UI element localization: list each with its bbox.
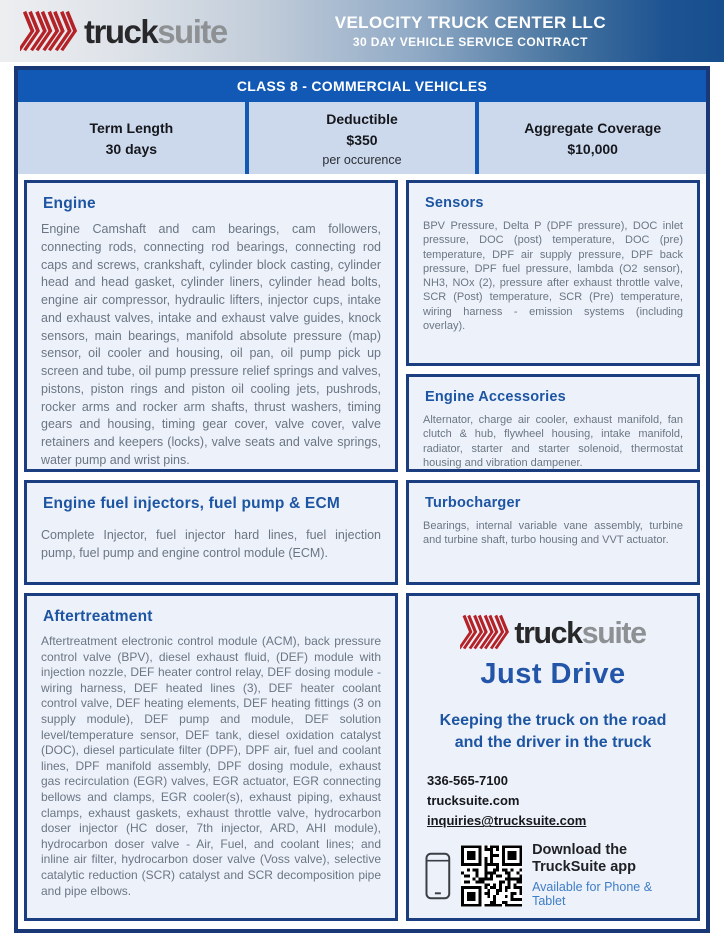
download-row	[425, 842, 687, 911]
chevrons-icon	[20, 9, 78, 53]
section-engine	[24, 180, 398, 472]
section-sensors-title: Sensors	[425, 195, 484, 211]
contract-subtitle: 30 DAY VEHICLE SERVICE CONTRACT	[352, 35, 588, 49]
deductible-cell	[249, 102, 476, 174]
section-aftertreatment-body: Aftertreatment electronic control module (ACM), back pressure control valve (BPV), diesel exhaust fluid, (DEF) module with injection nozzle, DEF heater control relay, DEF dosing module - wiring harness, DEF heated lines (3), DEF heater coolant control valve, DEF heating elements, DEF heating fittings (3 on supply module), DEF pump and module, DEF solution level/temperature sensor, DEF tank, diesel oxidation catalyst (DOC), diesel particulate filter (DPF), DPF air, fuel and coolant lines, DPF manifold assembly, DPF dosing module, exhaust gas recirculation (EGR) valves, EGR actuator, EGR connecting bellows and clamps, EGR cooler(s), exhaust piping, exhaust clamps, exhaust gaskets, exhaust throttle valve, hydrocarbon doser injector (HC doser, 7th injector, ARD, AHI module), hydrocarbon doser valve - Air, Fuel, and coolant lines; and inline air filter, hydrocarbon doser valve (Voss valve), selective catalytic reduction (SCR) catalyst and SCR decomposition pipe and pipe elbows.	[41, 634, 381, 898]
section-engine-accessories-body: Alternator, charge air cooler, exhaust manifold, fan clutch & hub, flywheel housing, intake manifold, radiator, starter and starter solenoid, thermostat housing and vibration dampener.	[423, 414, 683, 469]
section-fuel-injectors	[24, 480, 398, 585]
tagline-line-1: Keeping the truck on the road	[439, 712, 667, 729]
promo-panel	[406, 593, 700, 921]
availability-text: Available for Phone & Tablet	[532, 880, 653, 909]
brand-wordmark	[84, 12, 227, 50]
section-turbocharger-title: Turbocharger	[425, 495, 521, 511]
term-length-label: Term Length	[89, 120, 174, 136]
chevrons-icon	[460, 614, 510, 651]
section-aftertreatment	[24, 593, 398, 921]
coverage-grid	[18, 174, 706, 927]
email-link[interactable]: inquiries@trucksuite.com	[427, 813, 587, 829]
aggregate-coverage-cell	[479, 102, 706, 174]
summary-row	[18, 102, 706, 174]
section-sensors	[406, 180, 700, 366]
brand-word-truck: truck	[84, 12, 158, 50]
section-fuel-injectors-title: Engine fuel injectors, fuel pump & ECM	[43, 495, 340, 512]
section-engine-title: Engine	[43, 195, 96, 212]
header	[0, 0, 724, 62]
aggregate-coverage-label: Aggregate Coverage	[524, 120, 662, 136]
section-turbocharger	[406, 480, 700, 585]
deductible-value: $350	[346, 131, 378, 148]
deductible-label: Deductible	[326, 110, 398, 127]
brand-word-suite: suite	[157, 12, 227, 50]
section-aftertreatment-title: Aftertreatment	[43, 608, 153, 625]
term-length-value: 30 days	[105, 141, 158, 157]
website: trucksuite.com	[427, 793, 520, 809]
phone-number: 336-565-7100	[427, 773, 508, 789]
trucksuite-logo	[20, 9, 227, 53]
class-banner: CLASS 8 - COMMERCIAL VEHICLES	[18, 70, 706, 102]
company-name: VELOCITY TRUCK CENTER LLC	[334, 13, 607, 32]
download-line-2: TruckSuite app	[532, 859, 637, 875]
contact-block	[427, 771, 586, 831]
content-frame	[14, 66, 710, 933]
brand-word-suite: suite	[581, 614, 646, 650]
download-text	[532, 842, 687, 911]
tagline-line-2: and the driver in the truck	[454, 733, 652, 751]
section-fuel-injectors-body: Complete Injector, fuel injector hard lines, fuel injection pump, fuel pump and engine control module (ECM).	[41, 528, 381, 560]
section-sensors-body: BPV Pressure, Delta P (DPF pressure), DOC inlet pressure, DOC (post) temperature, DOC (pre) temperature, DPF air supply pressure, DPF back pressure, DPF fuel pressure, lambda (O2 sensor), NH3, NOx (2), pressure after exhaust throttle valve, SCR (Post) temperature, SCR (Pre) temperature, wiring harness - emission systems (including overlay).	[423, 220, 683, 333]
download-line-1: Download the	[532, 841, 628, 858]
promo-trucksuite-logo	[460, 614, 646, 651]
header-titles	[227, 13, 724, 49]
slogan: Just Drive	[480, 658, 626, 690]
qr-code-icon	[461, 845, 522, 907]
tagline	[440, 710, 667, 753]
smartphone-icon	[425, 852, 451, 900]
promo-brand-wordmark	[514, 614, 646, 650]
section-engine-accessories	[406, 374, 700, 472]
deductible-note: per occurence	[322, 152, 402, 167]
section-engine-accessories-title: Engine Accessories	[425, 389, 566, 405]
aggregate-coverage-value: $10,000	[567, 141, 618, 157]
brand-word-truck: truck	[514, 614, 582, 650]
section-engine-body: Engine Camshaft and cam bearings, cam followers, connecting rods, connecting rod bearings, connecting rod caps and screws, crankshaft, cylinder block casting, cylinder head and head gasket, cylinder liners, cylinder head bolts, engine air compressor, hydraulic lifters, injector cups, intake and exhaust valves, intake and exhaust valve guides, knock sensors, main bearings, manifold absolute pressure (map) sensor, oil cooler and housing, oil pan, oil pump pick up screen and tube, oil pump pressure relief springs and valves, pistons, piston rings and piston oil cooling jets, pushrods, rocker arms and rocker arm shafts, thrust washers, timing gears and housing, timing gear cover, valve cover, valve retainers and keepers (locks), valve seats and valve springs, water pump and wrist pins.	[41, 222, 381, 467]
term-length-cell	[18, 102, 245, 174]
section-turbocharger-body: Bearings, internal variable vane assembly, turbine and turbine shaft, turbo housing and VVT actuator.	[423, 520, 683, 547]
